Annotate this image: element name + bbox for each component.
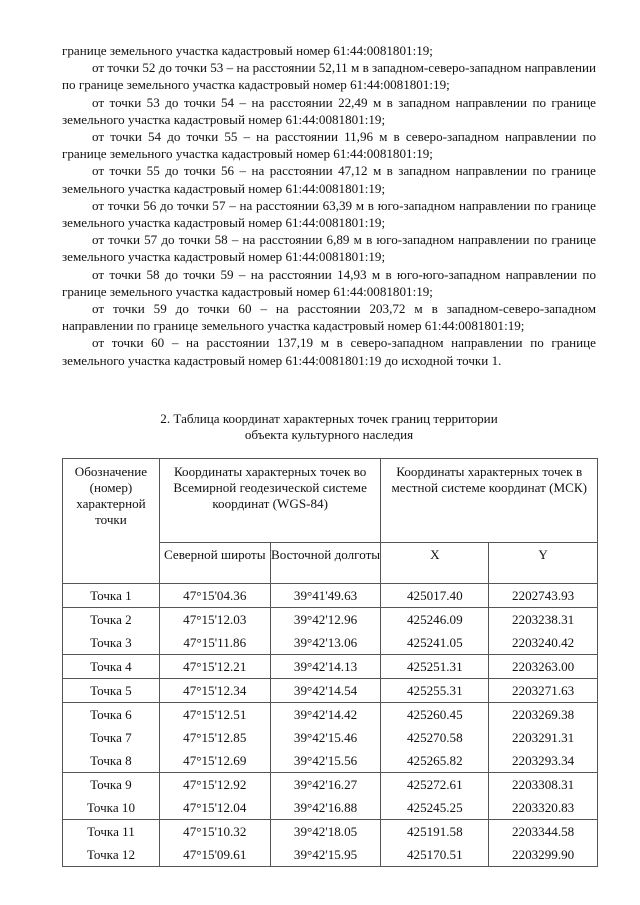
- cell-y: 2203308.31: [489, 773, 598, 797]
- header-y: Y: [489, 543, 598, 584]
- cell-lon: 39°42'16.88: [270, 796, 381, 820]
- cell-lat: 47°15'12.92: [159, 773, 270, 797]
- cell-lat: 47°15'12.03: [159, 608, 270, 632]
- table-caption: [62, 411, 596, 443]
- header-wgs: Координаты характерных точек во Всемирной геодезической системе координат (WGS-84): [159, 459, 381, 543]
- table-row: [63, 679, 598, 703]
- cell-x: 425255.31: [381, 679, 489, 703]
- cell-x: 425246.09: [381, 608, 489, 632]
- cell-y: 2203299.90: [489, 843, 598, 867]
- table-row: [63, 843, 598, 867]
- cell-lon: 39°42'14.42: [270, 703, 381, 727]
- cell-lat: 47°15'12.04: [159, 796, 270, 820]
- paragraph: от точки 55 до точки 56 – на расстоянии 47,12 м в западном направлении по границе земельного участка кадастровый номер 61:44:0081801:19;: [62, 163, 596, 196]
- table-row: [63, 773, 598, 797]
- cell-lon: 39°42'14.13: [270, 655, 381, 679]
- paragraph: от точки 59 до точки 60 – на расстоянии 203,72 м в западном-северо-западном направлении по границе земельного участка кадастровый номер 61:44:0081801:19;: [62, 301, 596, 334]
- table-row: [63, 749, 598, 773]
- cell-x: 425245.25: [381, 796, 489, 820]
- paragraph: от точки 52 до точки 53 – на расстоянии 52,11 м в западном-северо-западном направлении по границе земельного участка кадастровый номер 61:44:0081801:19;: [62, 60, 596, 93]
- cell-name: Точка 11: [63, 820, 160, 844]
- cell-x: 425170.51: [381, 843, 489, 867]
- cell-lat: 47°15'11.86: [159, 631, 270, 655]
- cell-lon: 39°42'15.95: [270, 843, 381, 867]
- caption-line: 2. Таблица координат характерных точек границ территории: [160, 411, 498, 426]
- cell-lon: 39°42'14.54: [270, 679, 381, 703]
- cell-name: Точка 4: [63, 655, 160, 679]
- cell-name: Точка 3: [63, 631, 160, 655]
- cell-lon: 39°42'15.46: [270, 726, 381, 749]
- cell-x: 425265.82: [381, 749, 489, 773]
- table-row: [63, 584, 598, 608]
- boundary-description: [62, 42, 596, 369]
- cell-y: 2203263.00: [489, 655, 598, 679]
- paragraph: от точки 54 до точки 55 – на расстоянии 11,96 м в северо-западном направлении по границе земельного участка кадастровый номер 61:44:0081801:19;: [62, 129, 596, 162]
- cell-x: 425191.58: [381, 820, 489, 844]
- table-row: [63, 726, 598, 749]
- cell-x: 425270.58: [381, 726, 489, 749]
- cell-y: 2203271.63: [489, 679, 598, 703]
- table-row: [63, 820, 598, 844]
- cell-name: Точка 5: [63, 679, 160, 703]
- cell-lat: 47°15'10.32: [159, 820, 270, 844]
- cell-lat: 47°15'12.85: [159, 726, 270, 749]
- caption-line: объекта культурного наследия: [244, 427, 414, 442]
- header-x: X: [381, 543, 489, 584]
- cell-y: 2203320.83: [489, 796, 598, 820]
- header-east: Восточной долготы: [270, 543, 381, 584]
- paragraph: от точки 60 – на расстоянии 137,19 м в северо-западном направлении по границе земельного участка кадастровый номер 61:44:0081801:19 до исходной точки 1.: [62, 335, 596, 368]
- cell-x: 425260.45: [381, 703, 489, 727]
- cell-x: 425251.31: [381, 655, 489, 679]
- coordinates-table: [62, 458, 598, 867]
- cell-name: Точка 10: [63, 796, 160, 820]
- cell-lon: 39°42'13.06: [270, 631, 381, 655]
- cell-y: 2203344.58: [489, 820, 598, 844]
- cell-lat: 47°15'12.34: [159, 679, 270, 703]
- header-designation: Обозначение (номер) характерной точки: [63, 459, 160, 584]
- cell-lon: 39°42'12.96: [270, 608, 381, 632]
- cell-lon: 39°42'16.27: [270, 773, 381, 797]
- cell-lat: 47°15'04.36: [159, 584, 270, 608]
- cell-lat: 47°15'12.69: [159, 749, 270, 773]
- cell-y: 2203293.34: [489, 749, 598, 773]
- cell-y: 2203269.38: [489, 703, 598, 727]
- table-row: [63, 655, 598, 679]
- paragraph: от точки 58 до точки 59 – на расстоянии 14,93 м в юго-юго-западном направлении по границе земельного участка кадастровый номер 61:44:0081801:19;: [62, 266, 596, 299]
- cell-name: Точка 7: [63, 726, 160, 749]
- paragraph: от точки 53 до точки 54 – на расстоянии 22,49 м в западном направлении по границе земельного участка кадастровый номер 61:44:0081801:19;: [62, 94, 596, 127]
- cell-lon: 39°42'18.05: [270, 820, 381, 844]
- paragraph: от точки 56 до точки 57 – на расстоянии 63,39 м в юго-западном направлении по границе земельного участка кадастровый номер 61:44:0081801:19;: [62, 197, 596, 231]
- header-north: Северной широты: [159, 543, 270, 584]
- table-row: [63, 703, 598, 727]
- paragraph: границе земельного участка кадастровый номер 61:44:0081801:19;: [62, 43, 433, 58]
- cell-name: Точка 8: [63, 749, 160, 773]
- cell-x: 425272.61: [381, 773, 489, 797]
- cell-x: 425017.40: [381, 584, 489, 608]
- cell-name: Точка 6: [63, 703, 160, 727]
- cell-y: 2203240.42: [489, 631, 598, 655]
- cell-name: Точка 1: [63, 584, 160, 608]
- table-row: [63, 796, 598, 820]
- table-row: [63, 631, 598, 655]
- cell-lon: 39°41'49.63: [270, 584, 381, 608]
- cell-x: 425241.05: [381, 631, 489, 655]
- cell-lat: 47°15'09.61: [159, 843, 270, 867]
- paragraph: от точки 57 до точки 58 – на расстоянии 6,89 м в юго-западном направлении по границе земельного участка кадастровый номер 61:44:0081801:19;: [62, 232, 596, 265]
- cell-y: 2203238.31: [489, 608, 598, 632]
- cell-y: 2203291.31: [489, 726, 598, 749]
- header-msk: Координаты характерных точек в местной системе координат (МСК): [381, 459, 598, 543]
- table-row: [63, 608, 598, 632]
- cell-lat: 47°15'12.21: [159, 655, 270, 679]
- cell-y: 2202743.93: [489, 584, 598, 608]
- cell-name: Точка 2: [63, 608, 160, 632]
- cell-name: Точка 12: [63, 843, 160, 867]
- table-body: [63, 584, 598, 867]
- cell-name: Точка 9: [63, 773, 160, 797]
- cell-lon: 39°42'15.56: [270, 749, 381, 773]
- cell-lat: 47°15'12.51: [159, 703, 270, 727]
